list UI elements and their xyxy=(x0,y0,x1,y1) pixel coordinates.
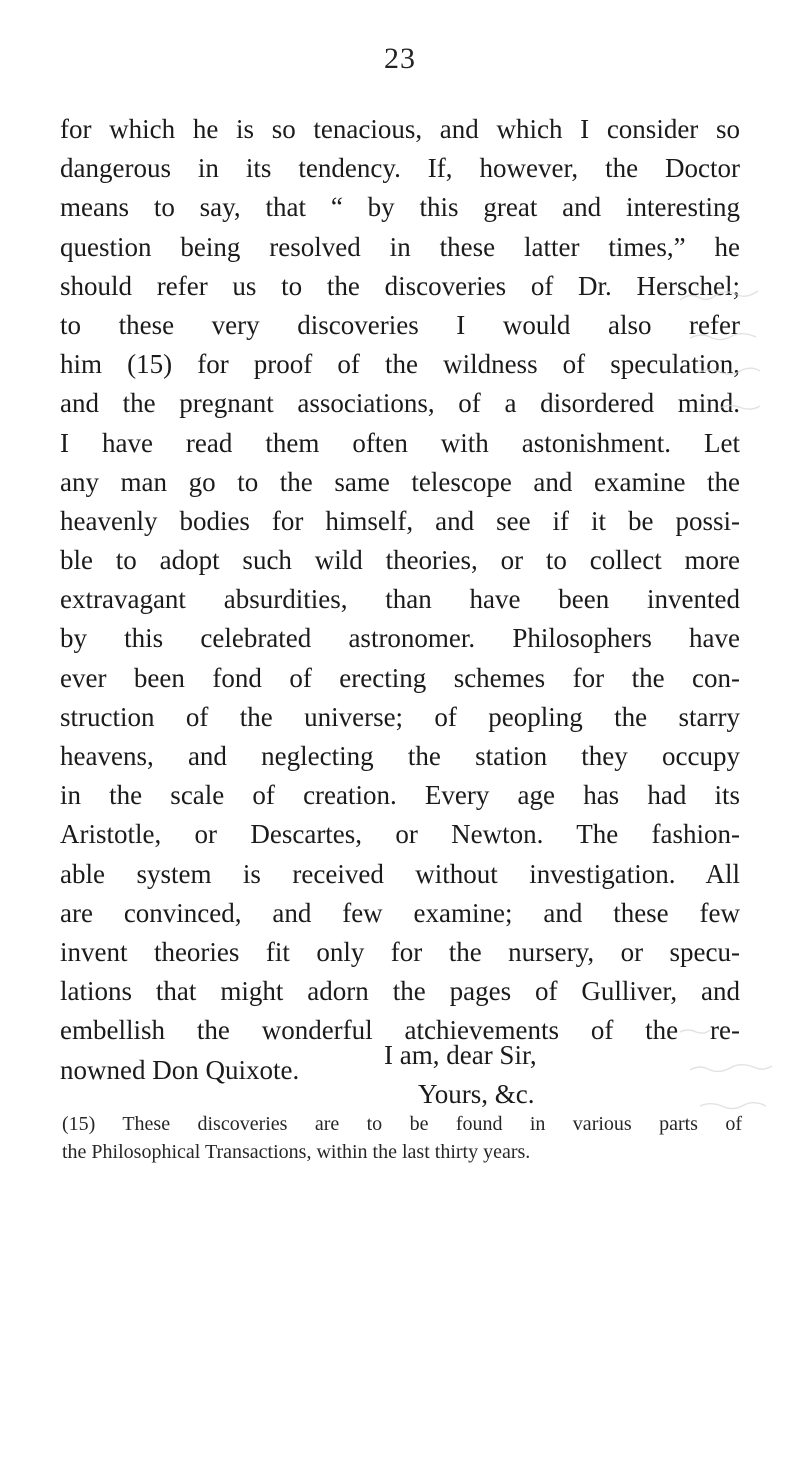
text-line: able system is received without investigation. All xyxy=(60,858,740,889)
text-line: should refer us to the discoveries of Dr. Herschel; xyxy=(60,270,740,301)
footnote-line: the Philosophical Transactions, within the last thirty years. xyxy=(62,1141,531,1163)
text-line: to these very discoveries I would also refer xyxy=(60,309,740,340)
text-line: embellish the wonderful atchievements of the re- xyxy=(60,1015,740,1046)
text-line: means to say, that “ by this great and interesting xyxy=(60,192,740,223)
text-line: ever been fond of erecting schemes for the con- xyxy=(60,662,740,693)
text-line: question being resolved in these latter times,” he xyxy=(60,231,740,262)
text-line: are convinced, and few examine; and these few xyxy=(60,897,740,928)
text-line: lations that might adorn the pages of Gulliver, and xyxy=(60,976,740,1007)
text-line: for which he is so tenacious, and which I consider so xyxy=(60,114,740,144)
text-line: nowned Don Quixote. xyxy=(60,1054,300,1085)
closing-signoff: Yours, &c. xyxy=(418,1079,535,1109)
text-line: invent theories fit only for the nursery, or specu- xyxy=(60,936,740,967)
closing-salutation: I am, dear Sir, xyxy=(384,1040,537,1070)
text-line: by this celebrated astronomer. Philosophers have xyxy=(60,623,740,654)
page-number: 23 xyxy=(384,42,416,75)
text-line: in the scale of creation. Every age has had its xyxy=(60,780,740,811)
text-line: any man go to the same telescope and examine the xyxy=(60,466,740,497)
text-line: heavens, and neglecting the station they occupy xyxy=(60,741,740,771)
text-line: ble to adopt such wild theories, or to collect more xyxy=(60,545,740,576)
footnote-line: (15) These discoveries are to be found in various parts of xyxy=(62,1113,742,1135)
text-line: him (15) for proof of the wildness of speculation, xyxy=(60,349,740,380)
text-line: struction of the universe; of peopling the starry xyxy=(60,701,740,732)
text-line: and the pregnant associations, of a disordered mind. xyxy=(60,388,740,419)
body-text xyxy=(60,110,740,1090)
text-line: dangerous in its tendency. If, however, the Doctor xyxy=(60,153,740,184)
text-line: I have read them often with astonishment. Let xyxy=(60,427,740,458)
text-line: Aristotle, or Descartes, or Newton. The fashion- xyxy=(60,819,740,850)
text-line: heavenly bodies for himself, and see if it be possi- xyxy=(60,505,740,536)
text-line: extravagant absurdities, than have been invented xyxy=(60,584,740,615)
footnote xyxy=(62,1110,742,1166)
